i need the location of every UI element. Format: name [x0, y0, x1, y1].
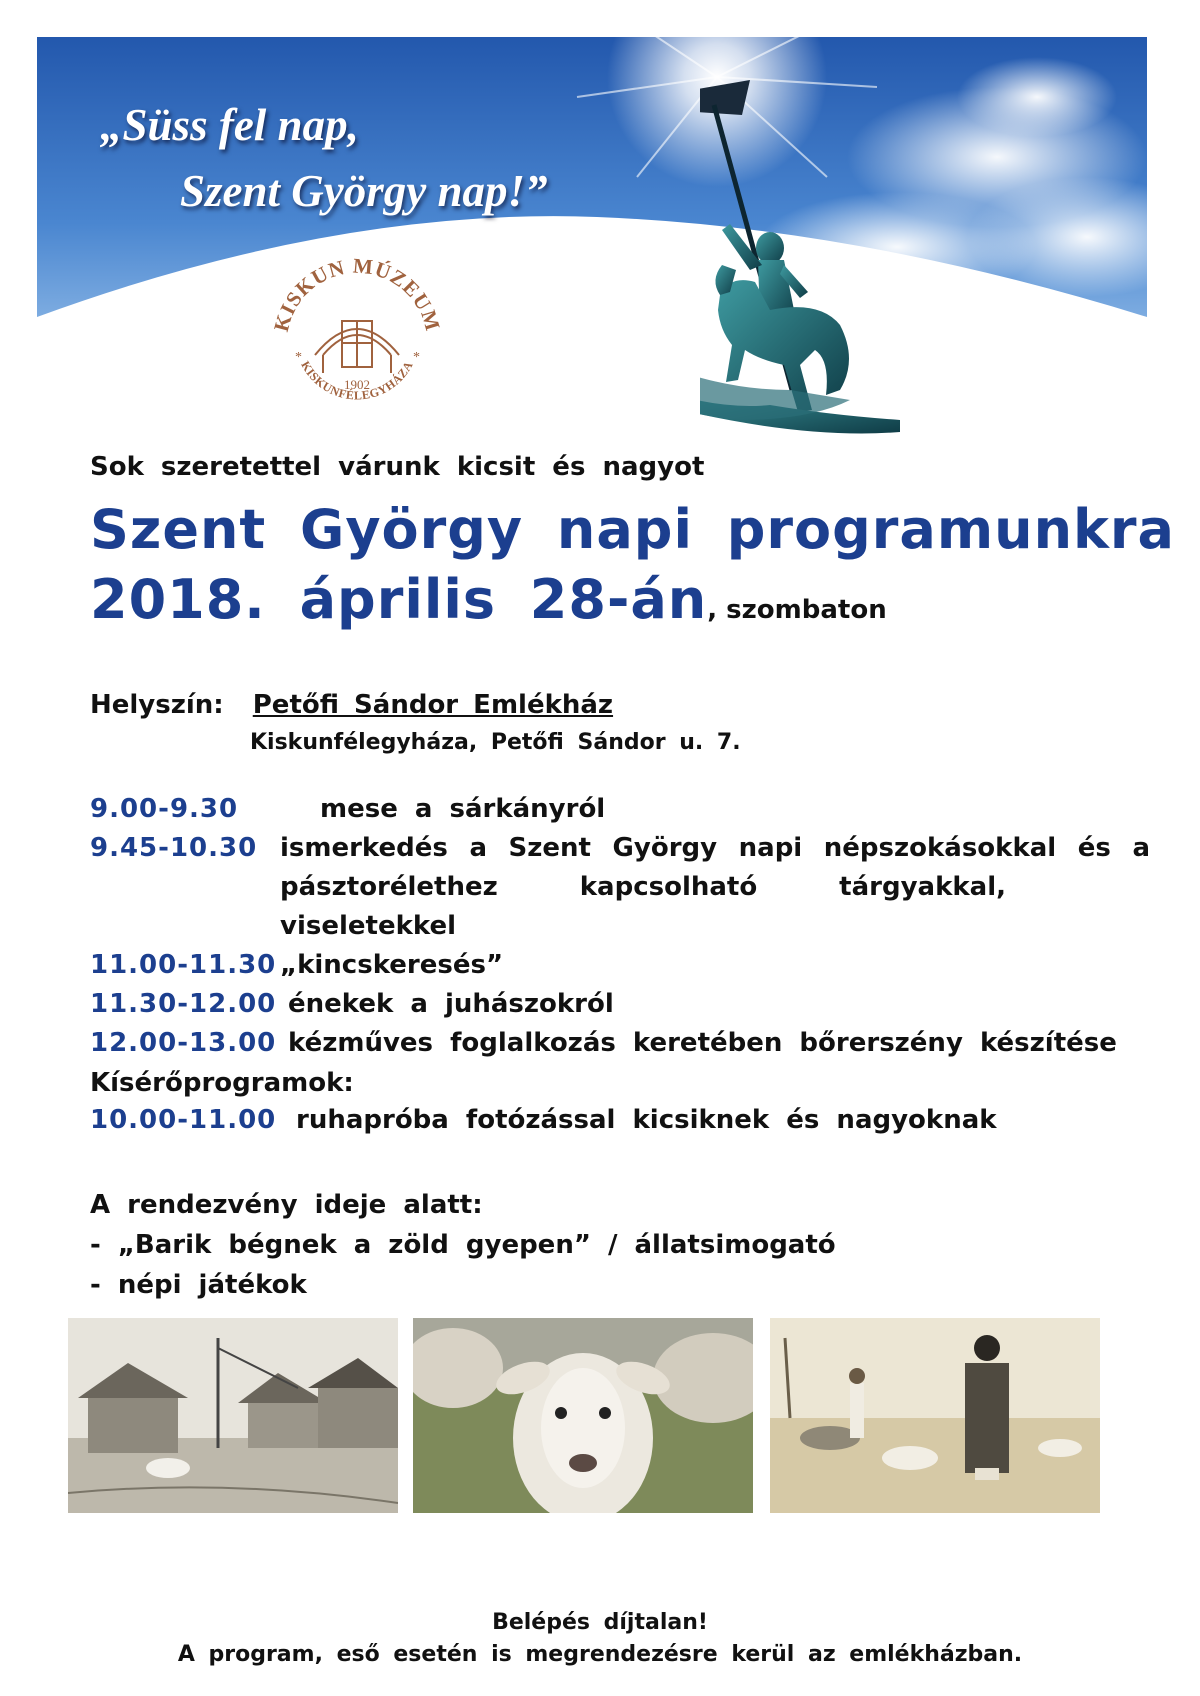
event-weekday: , szombaton — [707, 595, 887, 625]
quote-line-1: „Süss fel nap, — [100, 100, 359, 150]
svg-text:*: * — [413, 350, 420, 365]
side-programs-heading: Kísérőprogramok: — [90, 1068, 354, 1098]
schedule-activity-line2: pásztorélethez kapcsolható tárgyakkal, viseletekkel — [280, 872, 1006, 941]
logo-city: KISKUNFÉLEGYHÁZA — [298, 358, 416, 403]
schedule-time: 12.00-13.00 — [90, 1028, 277, 1058]
schedule-time: 9.00-9.30 — [90, 794, 239, 824]
event-date: 2018. április 28-án — [90, 568, 708, 631]
saint-george-statue — [700, 60, 960, 480]
during-item: - népi játékok — [90, 1270, 307, 1300]
schedule-time: 9.45-10.30 — [90, 833, 258, 863]
location-address: Kiskunfélegyháza, Petőfi Sándor u. 7. — [250, 730, 741, 755]
shepherd-painting-image — [770, 1318, 1100, 1513]
schedule-activity: mese a sárkányról — [320, 794, 606, 824]
schedule-row — [90, 829, 1150, 946]
event-title — [90, 495, 1175, 645]
svg-text:*: * — [295, 350, 302, 365]
side-program-activity: ruhapróba fotózással kicsiknek és nagyoknak — [296, 1105, 997, 1135]
village-engraving-image — [68, 1318, 398, 1513]
footer-rain-note: A program, eső esetén is megrendezésre kerül az emlékházban. — [177, 1642, 1023, 1667]
schedule-activity: énekek a juhászokról — [288, 989, 614, 1019]
schedule-time: 11.00-11.30 — [90, 950, 277, 980]
schedule-activity: „kincskeresés” — [280, 950, 504, 980]
schedule-row — [90, 1024, 1150, 1063]
title-line-2 — [90, 565, 1175, 645]
photo-strip — [68, 1318, 1148, 1513]
schedule-activity: kézműves foglalkozás keretében bőrerszény készítése — [288, 1028, 1117, 1058]
schedule-time: 11.30-12.00 — [90, 989, 277, 1019]
schedule-activity-line1: ismerkedés a Szent György napi népszokásokkal és a — [280, 833, 1150, 863]
side-program-row — [90, 1105, 997, 1135]
schedule-row — [90, 985, 1150, 1024]
quote-line-2: Szent György nap!” — [180, 166, 548, 216]
location-label: Helyszín: — [90, 690, 224, 720]
location-venue: Petőfi Sándor Emlékház — [252, 690, 614, 720]
intro-text: Sok szeretettel várunk kicsit és nagyot — [90, 452, 705, 482]
during-item: - „Barik bégnek a zöld gyepen” / állatsimogató — [90, 1230, 836, 1260]
museum-logo — [257, 243, 457, 443]
location-line — [90, 690, 613, 720]
schedule-row — [90, 790, 1150, 829]
logo-year: 1902 — [344, 377, 370, 392]
banner-quote — [100, 92, 548, 224]
during-heading: A rendezvény ideje alatt: — [90, 1190, 483, 1220]
schedule-row — [90, 946, 1150, 985]
schedule-activity — [280, 829, 1150, 946]
title-line-1: Szent György napi programunkra — [90, 498, 1176, 561]
during-event-section — [90, 1185, 836, 1305]
logo-name: KISKUN MÚZEUM — [268, 253, 446, 335]
footer-free-entry: Belépés díjtalan! — [492, 1610, 708, 1635]
lamb-photo — [413, 1318, 753, 1513]
schedule-list — [90, 790, 1150, 1063]
side-program-time: 10.00-11.00 — [90, 1105, 277, 1135]
